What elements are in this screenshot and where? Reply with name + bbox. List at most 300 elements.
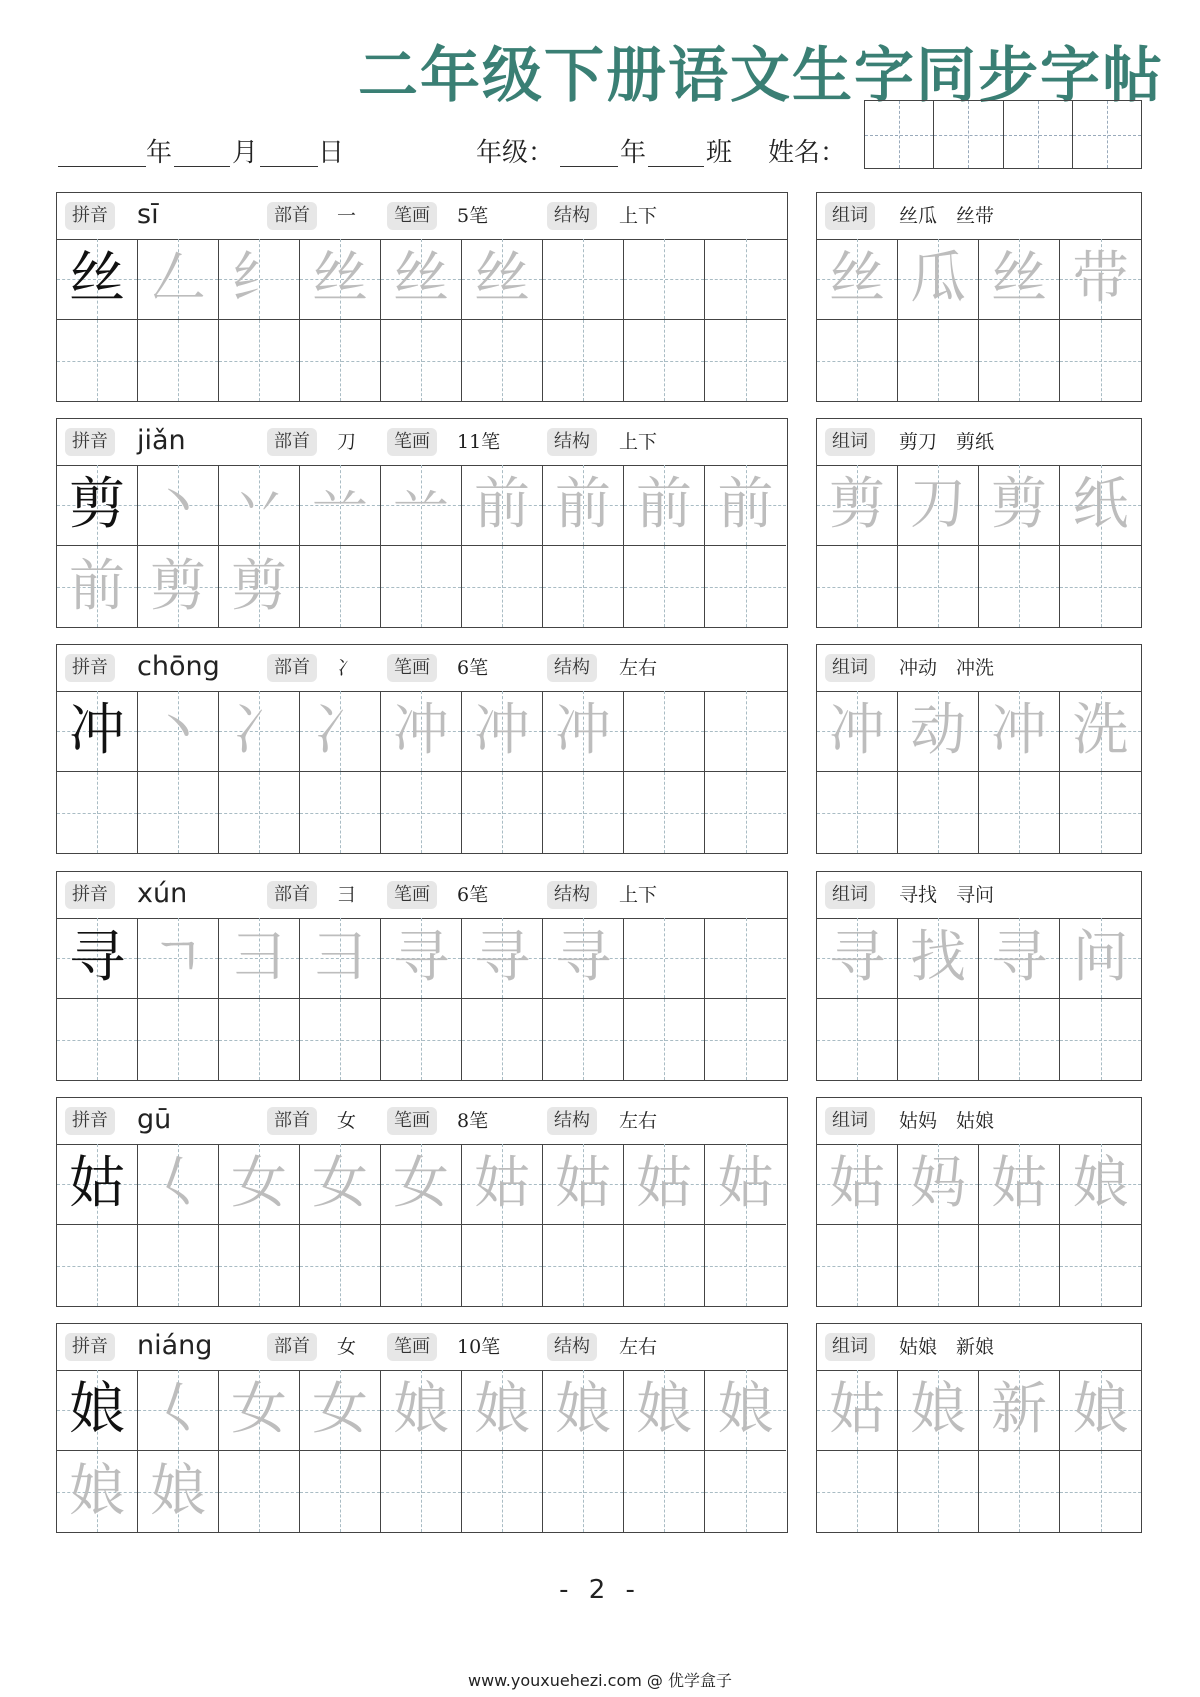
pinyin-value: gū (137, 1104, 172, 1135)
structure-value: 左右 (619, 657, 658, 679)
stroke-order-cell[interactable] (219, 918, 300, 999)
blank-practice-cell[interactable] (300, 320, 381, 401)
model-character (57, 691, 138, 772)
blank-practice-cell[interactable] (624, 546, 705, 627)
blank-practice-cell[interactable] (705, 239, 786, 320)
blank-practice-cell[interactable] (898, 999, 979, 1080)
structure-value: 上下 (619, 205, 658, 227)
blank-practice-cell[interactable] (381, 320, 462, 401)
word-trace-char: 新 (991, 1377, 1047, 1442)
words-label: 组词 (825, 654, 875, 682)
model-character (57, 465, 138, 546)
stroke-order-cell[interactable] (543, 465, 624, 546)
stroke-order-cell[interactable] (219, 691, 300, 772)
stroke-order-cell[interactable] (381, 465, 462, 546)
stroke-order-cell[interactable] (219, 1370, 300, 1451)
stroke-order-cell[interactable] (138, 1451, 219, 1532)
strokes-value: 5笔 (457, 205, 489, 227)
footer-credit: www.youxuehezi.com @ 优学盒子 (468, 1671, 732, 1690)
stroke-order-step: 前 (474, 472, 530, 537)
word-writing-grid (817, 1370, 1141, 1532)
pinyin-value: sī (137, 199, 159, 230)
stroke-order-step: 丝 (474, 246, 530, 311)
word-trace-cell[interactable] (1060, 691, 1141, 772)
blank-practice-cell[interactable] (817, 1451, 898, 1532)
word-info-row (817, 645, 1141, 692)
stroke-order-cell[interactable] (543, 1370, 624, 1451)
blank-practice-cell[interactable] (898, 1451, 979, 1532)
words-label: 组词 (825, 881, 875, 909)
blank-practice-cell[interactable] (57, 772, 138, 853)
stroke-order-step: 娘 (474, 1377, 530, 1442)
stroke-order-step: 冫 (312, 698, 368, 763)
strokes-label: 笔画 (387, 428, 437, 456)
blank-practice-cell[interactable] (543, 1225, 624, 1306)
blank-practice-cell[interactable] (1060, 999, 1141, 1080)
stroke-order-cell[interactable] (138, 239, 219, 320)
day-label: 日 (318, 138, 345, 168)
strokes-label: 笔画 (387, 202, 437, 230)
blank-practice-cell[interactable] (138, 1225, 219, 1306)
blank-practice-cell[interactable] (381, 546, 462, 627)
model-character (57, 1370, 138, 1451)
blank-practice-cell[interactable] (624, 691, 705, 772)
stroke-order-cell[interactable] (219, 546, 300, 627)
stroke-order-cell[interactable] (543, 918, 624, 999)
word-info-row (817, 193, 1141, 240)
stroke-order-step: 姑 (636, 1151, 692, 1216)
stroke-order-step: 丝 (312, 246, 368, 311)
strokes-value: 6笔 (457, 884, 489, 906)
stroke-order-step: 前 (717, 472, 774, 537)
year-label: 年 (146, 138, 173, 168)
stroke-order-cell[interactable] (300, 691, 381, 772)
stroke-order-step: 丶 (150, 698, 206, 763)
words-label: 组词 (825, 1107, 875, 1135)
stroke-order-cell[interactable] (462, 1144, 543, 1225)
blank-practice-cell[interactable] (381, 1225, 462, 1306)
day-blank[interactable] (260, 166, 318, 167)
word-trace-cell[interactable] (1060, 1370, 1141, 1451)
blank-practice-cell[interactable] (705, 918, 786, 999)
stroke-order-step: 女 (231, 1377, 287, 1442)
stroke-order-cell[interactable] (462, 918, 543, 999)
model-character-text: 剪 (69, 472, 125, 537)
pinyin-label: 拼音 (65, 202, 115, 230)
word-writing-grid (817, 239, 1141, 401)
writing-grid (57, 239, 786, 401)
stroke-order-cell[interactable] (543, 1144, 624, 1225)
word-trace-cell[interactable] (817, 239, 898, 320)
word-trace-char: 冲 (829, 698, 885, 763)
pinyin-value: xún (137, 878, 188, 909)
word-trace-char: 带 (1072, 246, 1129, 311)
word-trace-cell[interactable] (979, 1144, 1060, 1225)
blank-practice-cell[interactable] (300, 1225, 381, 1306)
model-character (57, 918, 138, 999)
stroke-order-cell[interactable] (300, 465, 381, 546)
stroke-order-cell[interactable] (462, 239, 543, 320)
char-practice-block (56, 1323, 788, 1533)
blank-practice-cell[interactable] (624, 239, 705, 320)
blank-practice-cell[interactable] (817, 772, 898, 853)
blank-practice-cell[interactable] (462, 772, 543, 853)
strokes-value: 10笔 (457, 1336, 501, 1358)
stroke-order-step: 丷 (231, 472, 287, 537)
stroke-order-cell[interactable] (624, 1370, 705, 1451)
word-info-row (817, 872, 1141, 919)
blank-practice-cell[interactable] (624, 1451, 705, 1532)
blank-practice-cell[interactable] (381, 772, 462, 853)
word-writing-grid (817, 1144, 1141, 1306)
radical-value: 一 (337, 205, 357, 227)
word-practice-block (816, 644, 1142, 854)
word-writing-grid (817, 918, 1141, 1080)
word-trace-cell[interactable] (898, 465, 979, 546)
blank-practice-cell[interactable] (979, 1451, 1060, 1532)
name-cell[interactable] (1073, 101, 1141, 168)
words-label: 组词 (825, 202, 875, 230)
char-practice-block (56, 644, 788, 854)
word-trace-cell[interactable] (979, 1370, 1060, 1451)
blank-practice-cell[interactable] (462, 320, 543, 401)
stroke-order-step: 纟 (231, 246, 287, 311)
blank-practice-cell[interactable] (138, 320, 219, 401)
word-trace-char: 瓜 (910, 246, 966, 311)
blank-practice-cell[interactable] (138, 772, 219, 853)
words-value: 丝瓜 丝带 (899, 205, 995, 227)
stroke-order-step: 彐 (231, 925, 287, 990)
word-trace-cell[interactable] (817, 691, 898, 772)
stroke-order-cell[interactable] (705, 1370, 786, 1451)
name-cell[interactable] (1004, 101, 1073, 168)
word-practice-block (816, 1097, 1142, 1307)
blank-practice-cell[interactable] (979, 1225, 1060, 1306)
blank-practice-cell[interactable] (462, 546, 543, 627)
radical-value: 刀 (337, 431, 357, 453)
words-value: 姑娘 新娘 (899, 1336, 995, 1358)
word-trace-cell[interactable] (898, 1144, 979, 1225)
blank-practice-cell[interactable] (219, 999, 300, 1080)
pinyin-label: 拼音 (65, 1333, 115, 1361)
blank-practice-cell[interactable] (979, 772, 1060, 853)
blank-practice-cell[interactable] (57, 999, 138, 1080)
word-trace-cell[interactable] (898, 1370, 979, 1451)
word-trace-char: 娘 (1072, 1151, 1129, 1216)
blank-practice-cell[interactable] (543, 772, 624, 853)
blank-practice-cell[interactable] (138, 999, 219, 1080)
word-trace-cell[interactable] (1060, 918, 1141, 999)
stroke-order-cell[interactable] (624, 1144, 705, 1225)
blank-practice-cell[interactable] (300, 772, 381, 853)
stroke-order-cell[interactable] (381, 918, 462, 999)
name-writing-box[interactable] (864, 100, 1142, 169)
blank-practice-cell[interactable] (1060, 1225, 1141, 1306)
blank-practice-cell[interactable] (1060, 1451, 1141, 1532)
word-trace-cell[interactable] (1060, 1144, 1141, 1225)
radical-value: 女 (337, 1336, 357, 1358)
blank-practice-cell[interactable] (543, 1451, 624, 1532)
blank-practice-cell[interactable] (898, 320, 979, 401)
blank-practice-cell[interactable] (1060, 772, 1141, 853)
structure-label: 结构 (547, 881, 597, 909)
blank-practice-cell[interactable] (979, 546, 1060, 627)
grade-class-label: 班 (706, 138, 733, 168)
word-trace-cell[interactable] (979, 691, 1060, 772)
stroke-order-cell[interactable] (462, 465, 543, 546)
word-info-row (817, 419, 1141, 466)
words-value: 剪刀 剪纸 (899, 431, 995, 453)
blank-practice-cell[interactable] (898, 1225, 979, 1306)
radical-value: 女 (337, 1110, 357, 1132)
stroke-order-step: 寻 (555, 925, 611, 990)
radical-value: 冫 (337, 657, 357, 679)
stroke-order-step: 冲 (393, 698, 449, 763)
word-trace-char: 剪 (991, 472, 1047, 537)
word-trace-cell[interactable] (817, 1144, 898, 1225)
word-trace-char: 动 (910, 698, 966, 763)
stroke-order-cell[interactable] (543, 691, 624, 772)
stroke-order-step: 寻 (474, 925, 530, 990)
blank-practice-cell[interactable] (817, 320, 898, 401)
blank-practice-cell[interactable] (817, 546, 898, 627)
stroke-order-cell[interactable] (705, 465, 786, 546)
word-trace-char: 姑 (991, 1151, 1047, 1216)
structure-value: 上下 (619, 431, 658, 453)
word-trace-char: 寻 (829, 925, 885, 990)
word-trace-cell[interactable] (898, 691, 979, 772)
blank-practice-cell[interactable] (543, 239, 624, 320)
blank-practice-cell[interactable] (898, 772, 979, 853)
word-practice-block (816, 871, 1142, 1081)
word-trace-cell[interactable] (817, 465, 898, 546)
blank-practice-cell[interactable] (57, 320, 138, 401)
grade-year-blank[interactable] (560, 166, 618, 167)
stroke-order-cell[interactable] (138, 465, 219, 546)
stroke-order-cell[interactable] (57, 546, 138, 627)
word-trace-char: 娘 (1072, 1377, 1129, 1442)
stroke-order-step: 冫 (231, 698, 287, 763)
structure-value: 左右 (619, 1110, 658, 1132)
pinyin-label: 拼音 (65, 1107, 115, 1135)
word-info-row (817, 1324, 1141, 1371)
stroke-order-step: ㄱ (150, 925, 206, 990)
blank-practice-cell[interactable] (300, 999, 381, 1080)
stroke-order-step: 前 (555, 472, 611, 537)
radical-label: 部首 (267, 654, 317, 682)
blank-practice-cell[interactable] (817, 1225, 898, 1306)
blank-practice-cell[interactable] (705, 320, 786, 401)
stroke-order-cell[interactable] (462, 1370, 543, 1451)
blank-practice-cell[interactable] (1060, 320, 1141, 401)
word-trace-char: 妈 (910, 1151, 966, 1216)
radical-value: 彐 (337, 884, 357, 906)
blank-practice-cell[interactable] (300, 1451, 381, 1532)
stroke-order-step: 䒑 (312, 472, 368, 537)
model-character-text: 娘 (69, 1377, 125, 1442)
stroke-order-step: 𡿨 (150, 1151, 206, 1216)
blank-practice-cell[interactable] (381, 1451, 462, 1532)
word-trace-char: 寻 (991, 925, 1047, 990)
radical-label: 部首 (267, 1107, 317, 1135)
stroke-order-step: 女 (312, 1377, 368, 1442)
stroke-order-step: 冲 (555, 698, 611, 763)
name-cell[interactable] (865, 101, 934, 168)
stroke-order-cell[interactable] (381, 239, 462, 320)
char-info-row (57, 1324, 787, 1371)
word-trace-char: 姑 (829, 1377, 885, 1442)
word-trace-cell[interactable] (1060, 465, 1141, 546)
word-writing-grid (817, 465, 1141, 627)
word-trace-cell[interactable] (898, 239, 979, 320)
word-trace-cell[interactable] (817, 918, 898, 999)
char-practice-block (56, 1097, 788, 1307)
stroke-order-step: 女 (231, 1151, 287, 1216)
stroke-order-cell[interactable] (219, 239, 300, 320)
char-info-row (57, 419, 787, 466)
blank-practice-cell[interactable] (898, 546, 979, 627)
stroke-order-cell[interactable] (138, 546, 219, 627)
word-trace-cell[interactable] (1060, 239, 1141, 320)
stroke-order-cell[interactable] (138, 691, 219, 772)
stroke-order-cell[interactable] (300, 1144, 381, 1225)
blank-practice-cell[interactable] (462, 1451, 543, 1532)
stroke-order-cell[interactable] (462, 691, 543, 772)
stroke-order-cell[interactable] (300, 239, 381, 320)
stroke-order-cell[interactable] (624, 465, 705, 546)
char-practice-block (56, 418, 788, 628)
word-trace-cell[interactable] (979, 465, 1060, 546)
word-writing-grid (817, 691, 1141, 853)
blank-practice-cell[interactable] (219, 772, 300, 853)
stroke-order-step: 𠃋 (150, 246, 206, 311)
blank-practice-cell[interactable] (1060, 546, 1141, 627)
strokes-label: 笔画 (387, 654, 437, 682)
radical-label: 部首 (267, 1333, 317, 1361)
blank-practice-cell[interactable] (219, 320, 300, 401)
stroke-order-step: 姑 (474, 1151, 530, 1216)
pinyin-value: jiǎn (137, 425, 186, 456)
stroke-order-cell[interactable] (138, 1370, 219, 1451)
month-label: 月 (232, 138, 259, 168)
radical-label: 部首 (267, 428, 317, 456)
writing-grid (57, 918, 786, 1080)
blank-practice-cell[interactable] (979, 320, 1060, 401)
word-trace-cell[interactable] (898, 918, 979, 999)
stroke-order-step: 剪 (150, 553, 206, 619)
pinyin-label: 拼音 (65, 428, 115, 456)
blank-practice-cell[interactable] (817, 999, 898, 1080)
stroke-order-cell[interactable] (57, 1451, 138, 1532)
words-value: 冲动 冲洗 (899, 657, 995, 679)
blank-practice-cell[interactable] (624, 999, 705, 1080)
blank-practice-cell[interactable] (543, 999, 624, 1080)
blank-practice-cell[interactable] (543, 546, 624, 627)
blank-practice-cell[interactable] (705, 546, 786, 627)
structure-value: 左右 (619, 1336, 658, 1358)
word-practice-block (816, 418, 1142, 628)
word-trace-char: 冲 (991, 698, 1047, 763)
blank-practice-cell[interactable] (462, 1225, 543, 1306)
words-value: 寻找 寻问 (899, 884, 995, 906)
blank-practice-cell[interactable] (219, 1451, 300, 1532)
blank-practice-cell[interactable] (462, 999, 543, 1080)
word-trace-cell[interactable] (979, 918, 1060, 999)
word-trace-cell[interactable] (979, 239, 1060, 320)
stroke-order-step: 丝 (393, 246, 449, 311)
char-info-row (57, 645, 787, 692)
stroke-order-cell[interactable] (300, 918, 381, 999)
grade-class-blank[interactable] (648, 166, 704, 167)
stroke-order-cell[interactable] (705, 1144, 786, 1225)
stroke-order-cell[interactable] (381, 691, 462, 772)
strokes-label: 笔画 (387, 1107, 437, 1135)
stroke-order-step: 丶 (150, 472, 206, 537)
word-trace-cell[interactable] (817, 1370, 898, 1451)
blank-practice-cell[interactable] (705, 1225, 786, 1306)
char-info-row (57, 193, 787, 240)
blank-practice-cell[interactable] (624, 1225, 705, 1306)
page-number: - 2 - (559, 1575, 641, 1605)
stroke-order-cell[interactable] (138, 1144, 219, 1225)
blank-practice-cell[interactable] (300, 546, 381, 627)
writing-grid (57, 691, 786, 853)
word-trace-char: 丝 (829, 246, 885, 311)
strokes-label: 笔画 (387, 1333, 437, 1361)
stroke-order-step: 冲 (474, 698, 530, 763)
model-character (57, 1144, 138, 1225)
blank-practice-cell[interactable] (624, 320, 705, 401)
month-blank[interactable] (174, 166, 230, 167)
grade-year-label: 年 (620, 138, 647, 168)
blank-practice-cell[interactable] (705, 772, 786, 853)
year-blank[interactable] (58, 166, 146, 167)
stroke-order-cell[interactable] (219, 1144, 300, 1225)
stroke-order-cell[interactable] (219, 465, 300, 546)
structure-label: 结构 (547, 1107, 597, 1135)
structure-label: 结构 (547, 654, 597, 682)
stroke-order-cell[interactable] (381, 1144, 462, 1225)
blank-practice-cell[interactable] (381, 999, 462, 1080)
stroke-order-cell[interactable] (138, 918, 219, 999)
blank-practice-cell[interactable] (57, 1225, 138, 1306)
radical-label: 部首 (267, 881, 317, 909)
blank-practice-cell[interactable] (705, 691, 786, 772)
stroke-order-cell[interactable] (300, 1370, 381, 1451)
blank-practice-cell[interactable] (705, 999, 786, 1080)
word-practice-block (816, 192, 1142, 402)
model-character-text: 姑 (69, 1151, 125, 1216)
blank-practice-cell[interactable] (705, 1451, 786, 1532)
strokes-value: 11笔 (457, 431, 501, 453)
char-practice-block (56, 871, 788, 1081)
stroke-order-step: 娘 (717, 1377, 774, 1442)
stroke-order-step: 前 (636, 472, 692, 537)
grade-label: 年级： (476, 138, 555, 168)
stroke-order-step: 娘 (393, 1377, 449, 1442)
pinyin-value: chōng (137, 651, 220, 682)
name-cell[interactable] (934, 101, 1003, 168)
blank-practice-cell[interactable] (624, 772, 705, 853)
blank-practice-cell[interactable] (624, 918, 705, 999)
stroke-order-cell[interactable] (381, 1370, 462, 1451)
blank-practice-cell[interactable] (979, 999, 1060, 1080)
writing-grid (57, 465, 786, 627)
structure-value: 上下 (619, 884, 658, 906)
blank-practice-cell[interactable] (219, 1225, 300, 1306)
blank-practice-cell[interactable] (543, 320, 624, 401)
model-character-text: 丝 (69, 246, 125, 311)
